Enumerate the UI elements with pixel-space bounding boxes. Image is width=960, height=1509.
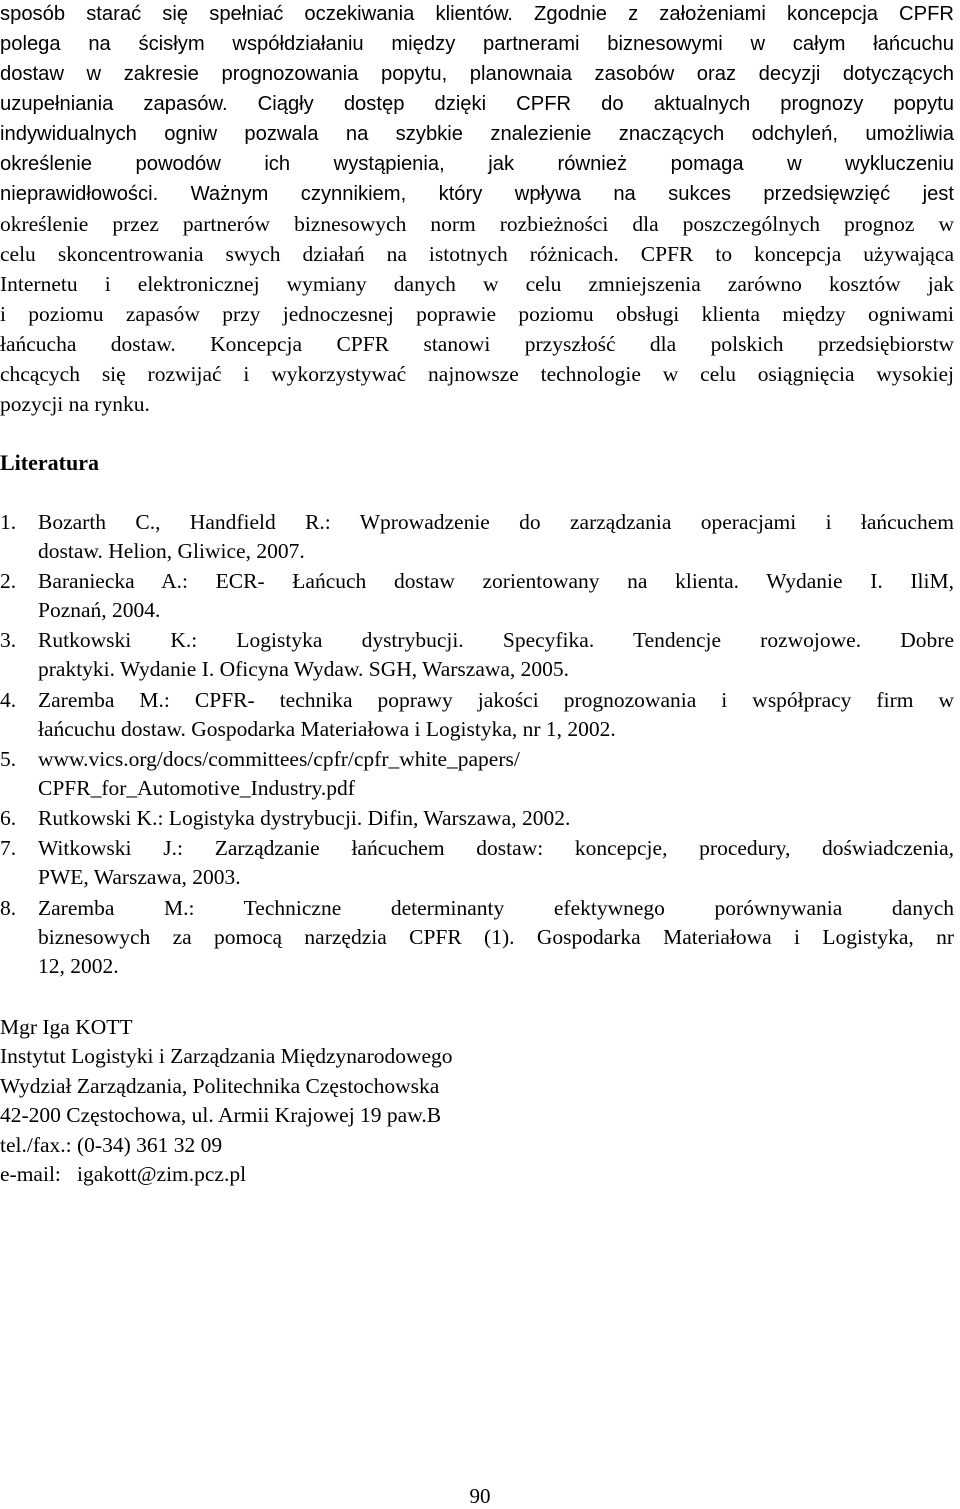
body-line: sposób starać się spełniać oczekiwania klientów. Zgodnie z założeniami koncepcja CPFR <box>0 3 954 25</box>
reference-link: CPFR_for_Automotive_Industry.pdf <box>38 776 355 800</box>
body-line: chcących się rozwijać i wykorzystywać najnowsze technologie w celu osiągnięcia wysokiej <box>0 362 954 386</box>
reference-link: www.vics.org/docs/committees/cpfr/cpfr_white_papers/ <box>38 747 520 771</box>
body-line: celu skoncentrowania swych działań na istotnych różnicach. CPFR to koncepcja używająca <box>0 242 954 266</box>
page-number: 90 <box>469 1484 491 1508</box>
reference-number: 7. <box>0 836 17 860</box>
reference-number: 2. <box>0 569 17 593</box>
body-line: Internetu i elektronicznej wymiany danych w celu zmniejszenia zarówno kosztów jak <box>0 272 954 296</box>
author-name: Mgr Iga KOTT <box>0 1015 133 1039</box>
reference-line: biznesowych za pomocą narzędzia CPFR (1). Gospodarka Materiałowa i Logistyka, nr <box>38 925 954 949</box>
reference-number: 6. <box>0 806 17 830</box>
reference-line: Zaremba M.: Techniczne determinanty efektywnego porównywania danych <box>38 896 954 920</box>
reference-line: PWE, Warszawa, 2003. <box>38 865 241 889</box>
reference-number: 8. <box>0 896 17 920</box>
reference-number: 4. <box>0 688 17 712</box>
body-line: nieprawidłowości. Ważnym czynnikiem, który wpływa na sukces przedsięwzięć jest <box>0 183 954 205</box>
reference-line: łańcuchu dostaw. Gospodarka Materiałowa i Logistyka, nr 1, 2002. <box>38 717 616 741</box>
body-line: polega na ścisłym współdziałaniu między partnerami biznesowymi w całym łańcuchu <box>0 33 954 55</box>
reference-line: Witkowski J.: Zarządzanie łańcuchem dostaw: koncepcje, procedury, doświadczenia, <box>38 836 954 860</box>
reference-line: Poznań, 2004. <box>38 598 161 622</box>
author-institute: Instytut Logistyki i Zarządzania Międzynarodowego <box>0 1044 453 1068</box>
body-line: indywidualnych ogniw pozwala na szybkie znalezienie znaczących odchyleń, umożliwia <box>0 123 954 145</box>
author-phone: tel./fax.: (0-34) 361 32 09 <box>0 1133 223 1157</box>
reference-line: Rutkowski K.: Logistyka dystrybucji. Specyfika. Tendencje rozwojowe. Dobre <box>38 628 954 652</box>
reference-line: praktyki. Wydanie I. Oficyna Wydaw. SGH, Warszawa, 2005. <box>38 657 570 681</box>
reference-line: dostaw. Helion, Gliwice, 2007. <box>38 539 305 563</box>
reference-number: 3. <box>0 628 17 652</box>
references-heading: Literatura <box>0 450 99 475</box>
reference-line: Baraniecka A.: ECR- Łańcuch dostaw zorientowany na klienta. Wydanie I. IliM, <box>38 569 954 593</box>
body-line: i poziomu zapasów przy jednoczesnej poprawie poziomu obsługi klienta między ogniwami <box>0 302 954 326</box>
reference-line: Rutkowski K.: Logistyka dystrybucji. Difin, Warszawa, 2002. <box>38 806 571 830</box>
body-line: pozycji na rynku. <box>0 392 150 416</box>
author-faculty: Wydział Zarządzania, Politechnika Częstochowska <box>0 1074 440 1098</box>
body-line: łańcucha dostaw. Koncepcja CPFR stanowi przyszłość dla polskich przedsiębiorstw <box>0 332 954 356</box>
body-line: określenie powodów ich wystąpienia, jak również pomaga w wykluczeniu <box>0 153 954 175</box>
reference-line: 12, 2002. <box>38 954 119 978</box>
body-line: uzupełniania zapasów. Ciągły dostęp dzięki CPFR do aktualnych prognozy popytu <box>0 93 954 115</box>
reference-line: Zaremba M.: CPFR- technika poprawy jakości prognozowania i współpracy firm w <box>38 688 954 712</box>
reference-number: 1. <box>0 510 17 534</box>
author-address: 42-200 Częstochowa, ul. Armii Krajowej 19 paw.B <box>0 1103 442 1127</box>
body-line: określenie przez partnerów biznesowych norm rozbieżności dla poszczególnych prognoz w <box>0 212 954 236</box>
author-email: e-mail: igakott@zim.pcz.pl <box>0 1162 247 1186</box>
reference-number: 5. <box>0 747 17 771</box>
body-line: dostaw w zakresie prognozowania popytu, planownaia zasobów oraz decyzji dotyczących <box>0 63 954 85</box>
reference-line: Bozarth C., Handfield R.: Wprowadzenie do zarządzania operacjami i łańcuchem <box>38 510 954 534</box>
